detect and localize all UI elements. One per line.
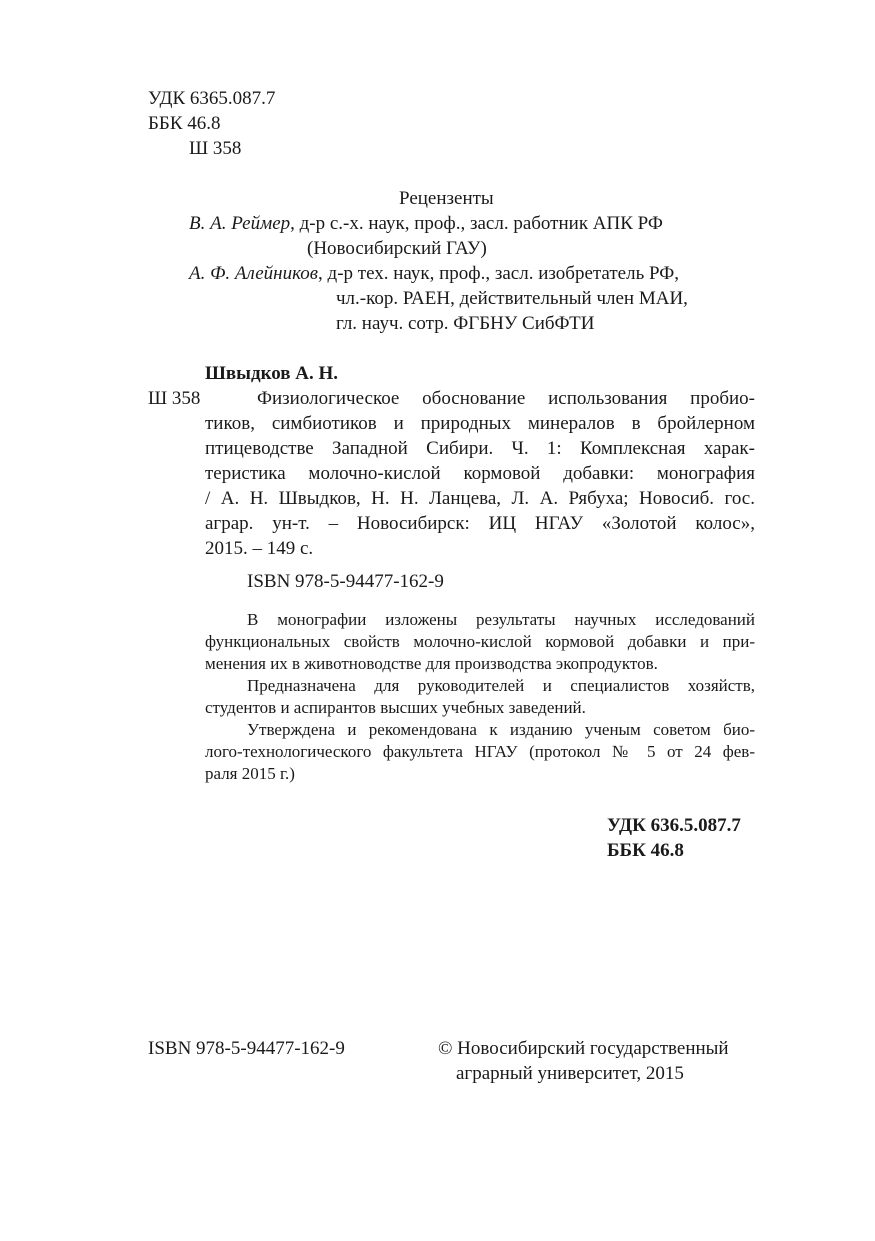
reviewer-2-line-2: чл.-кор. РАЕН, действительный член МАИ, xyxy=(336,288,688,309)
reviewer-2-line-3: гл. науч. сотр. ФГБНУ СибФТИ xyxy=(336,313,595,334)
bbk-code: ББК 46.8 xyxy=(148,113,221,134)
abstract-line-7: лого-технологического факультета НГАУ (протокол № 5 от 24 фев- xyxy=(205,742,755,761)
classification-bbk: ББК 46.8 xyxy=(607,840,684,861)
reviewer-2-line-1 xyxy=(189,261,679,287)
abstract-line-6: Утверждена и рекомендована к изданию ученым советом био- xyxy=(247,720,755,739)
entry-line-6: аграр. ун-т. – Новосибирск: ИЦ НГАУ «Золотой колос», xyxy=(205,513,755,534)
reviewer-1-credentials: , д-р с.-х. наук, проф., засл. работник АПК РФ xyxy=(290,213,663,234)
reviewers-title: Рецензенты xyxy=(399,188,494,209)
abstract-line-4: Предназначена для руководителей и специалистов хозяйств, xyxy=(247,676,755,695)
entry-code: Ш 358 xyxy=(148,388,201,409)
entry-line-7: 2015. – 149 с. xyxy=(205,538,314,559)
entry-line-3: птицеводстве Западной Сибири. Ч. 1: Комплексная харак- xyxy=(205,438,755,459)
reviewer-2-name: А. Ф. Алейников xyxy=(189,263,319,284)
abstract-line-1: В монографии изложены результаты научных исследований xyxy=(247,610,755,629)
entry-isbn: ISBN 978-5-94477-162-9 xyxy=(247,571,444,592)
classification-udk: УДК 636.5.087.7 xyxy=(607,815,741,836)
reviewer-1-line-1 xyxy=(189,211,663,237)
author-mark: Ш 358 xyxy=(189,138,242,159)
reviewer-1-affiliation: (Новосибирский ГАУ) xyxy=(307,238,487,259)
udk-code: УДК 6365.087.7 xyxy=(148,88,276,109)
entry-line-4: теристика молочно-кислой кормовой добавки: монография xyxy=(205,463,755,484)
copyright-line-1: © Новосибирский государственный xyxy=(438,1038,729,1059)
reviewer-2-credentials: , д-р тех. наук, проф., засл. изобретатель РФ, xyxy=(318,263,679,284)
entry-line-1: Физиологическое обоснование использования пробио- xyxy=(257,388,755,409)
abstract-line-8: раля 2015 г.) xyxy=(205,764,295,783)
entry-line-5: / А. Н. Швыдков, Н. Н. Ланцева, Л. А. Рябуха; Новосиб. гос. xyxy=(205,488,755,509)
abstract-line-3: менения их в животноводстве для производства экопродуктов. xyxy=(205,654,658,673)
entry-line-2: тиков, симбиотиков и природных минералов в бройлерном xyxy=(205,413,755,434)
abstract-line-2: функциональных свойств молочно-кислой кормовой добавки и при- xyxy=(205,632,755,651)
entry-author: Швыдков А. Н. xyxy=(205,363,339,384)
footer-isbn: ISBN 978-5-94477-162-9 xyxy=(148,1038,345,1059)
reviewer-1-name: В. А. Реймер xyxy=(189,213,291,234)
copyright-line-2: аграрный университет, 2015 xyxy=(456,1063,684,1084)
abstract-line-5: студентов и аспирантов высших учебных заведений. xyxy=(205,698,586,717)
